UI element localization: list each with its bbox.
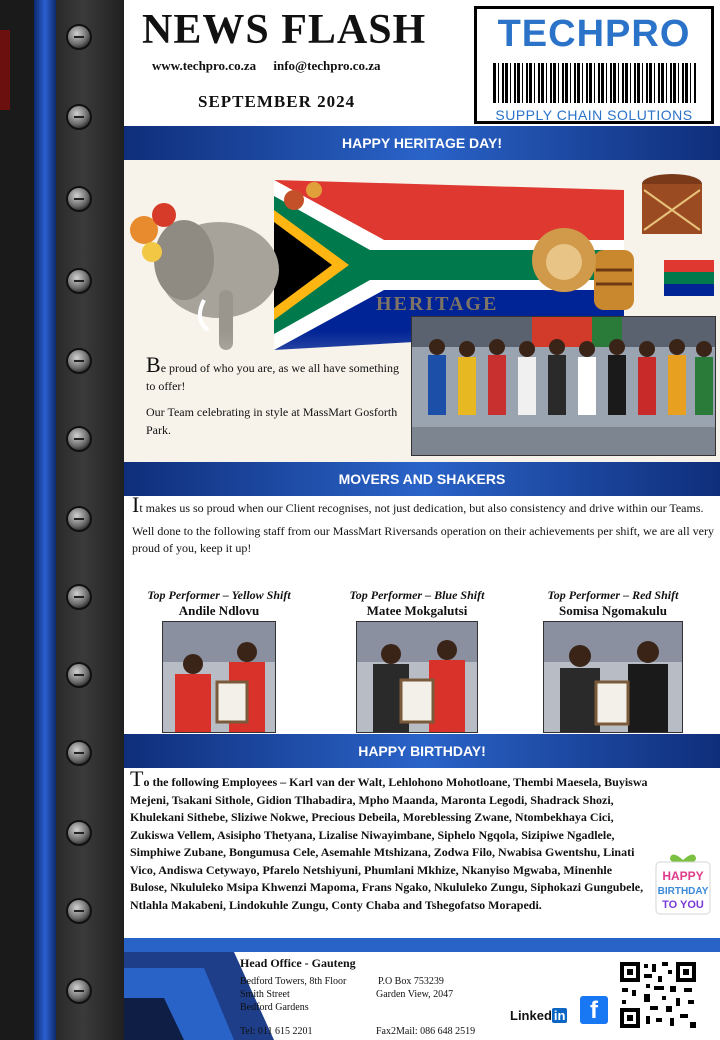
binder-spine: [0, 0, 124, 1040]
heritage-image-caption: HERITAGE: [376, 293, 499, 315]
binder-ring-icon: [66, 426, 92, 452]
movers-lead-text: t makes us so proud when our Client recognises, not just dedication, but also consistency and drive within our Teams.: [139, 501, 704, 515]
email-link[interactable]: info@techpro.co.za: [273, 58, 381, 73]
drop-cap: B: [146, 352, 161, 377]
issue-date: SEPTEMBER 2024: [198, 92, 356, 111]
performer-card: [322, 588, 512, 733]
birthday-gift-icon: [652, 850, 714, 916]
binder-ring-icon: [66, 820, 92, 846]
section-heading-movers: MOVERS AND SHAKERS: [124, 462, 720, 496]
website-link[interactable]: www.techpro.co.za: [152, 58, 257, 73]
drum-icon: [642, 174, 702, 234]
binder-ring-icon: [66, 24, 92, 50]
section-heading-heritage: HAPPY HERITAGE DAY!: [124, 126, 720, 160]
performer-photo: [356, 621, 478, 733]
heritage-text: [146, 352, 406, 439]
heritage-lead-text: e proud of who you are, as we all have something to offer!: [146, 361, 399, 393]
badge-line-1: HAPPY: [662, 869, 704, 883]
movers-lead: [132, 492, 714, 517]
logo-brand: TECHPRO: [497, 13, 691, 55]
drop-cap: I: [132, 492, 140, 517]
binder-ring-icon: [66, 348, 92, 374]
binder-ring-icon: [66, 506, 92, 532]
address-line: Bedford Towers, 8th Floor: [240, 976, 347, 987]
binder-ring-icon: [66, 268, 92, 294]
page-title: NEWS FLASH: [142, 7, 427, 53]
birthday-text: [130, 766, 650, 914]
heritage-caption: Our Team celebrating in style at MassMart Gosforth Park.: [146, 405, 398, 437]
performer-name: Somisa Ngomakulu: [559, 603, 667, 618]
address-line: Bedford Gardens: [240, 1002, 309, 1013]
newsletter-page: [124, 0, 720, 1040]
techpro-logo: [474, 6, 714, 124]
badge-line-2: BIRTHDAY: [657, 886, 709, 897]
performer-name: Andile Ndlovu: [178, 603, 260, 618]
fax: Fax2Mail: 086 648 2519: [376, 1026, 476, 1037]
performer-name: Matee Mokgalutsi: [366, 603, 468, 618]
linkedin-icon[interactable]: [510, 1008, 567, 1023]
movers-text: [132, 492, 714, 557]
performer-role: Top Performer – Red Shift: [547, 588, 679, 602]
address-line: Smith Street: [240, 989, 290, 1000]
binder-ring-icon: [66, 662, 92, 688]
telephone: Tel: 011 615 2201: [240, 1026, 313, 1037]
binder-ring-icon: [66, 740, 92, 766]
performer-card: [124, 588, 314, 733]
movers-para: Well done to the following staff from our MassMart Riversands operation on their achievements per shift, we are all very proud of you, keep it up!: [132, 524, 714, 555]
performer-photo: [543, 621, 683, 733]
drop-cap: T: [130, 766, 144, 791]
po-box-line: Garden View, 2047: [376, 989, 454, 1000]
section-heading-birthday: HAPPY BIRTHDAY!: [124, 734, 720, 768]
lion-icon: [532, 228, 596, 292]
binder-ring-icon: [66, 978, 92, 1004]
binder-ring-icon: [66, 898, 92, 924]
badge-line-3: TO YOU: [662, 899, 704, 911]
pot-icon: [594, 250, 634, 310]
contact-line: [152, 58, 381, 74]
po-box-line: P.O Box 753239: [378, 976, 444, 987]
linkedin-in: in: [553, 1008, 566, 1023]
binder-ring-icon: [66, 104, 92, 130]
performer-role: Top Performer – Yellow Shift: [147, 588, 291, 602]
performer-card: [518, 588, 708, 733]
performer-photo: [162, 621, 276, 733]
binder-blue-stripe: [34, 0, 56, 1040]
binder-ring-icon: [66, 584, 92, 610]
linkedin-label: Linked: [510, 1008, 552, 1023]
heritage-lead: [146, 352, 406, 395]
barcode-icon: [493, 63, 697, 103]
qr-code-icon[interactable]: [618, 960, 698, 1030]
team-celebration-photo: [411, 316, 716, 456]
birthday-names: o the following Employees – Karl van der Walt, Lehlohono Mohotloane, Thembi Maesela, Buyiswa Mejeni, Tsakani Sithole, Gidion Tlhabadira, Mpho Maanda, Maronta Legodi, Shadrack Shozi, Khulekani Sithebe, Sliziwe Nokwe, Precious Debeila, Moreblessing Zwane, Ntombekhaya Cici, Zukiswa Vellem, Asisipho Thetyana, Lizalise Niwayimbane, Siphelo Ngqola, Sizipiwe Ngadlele, Simphiwe Zubane, Bongumusa Cele, Asemahle Mtshizana, Zodwa Filo, Nwabisa Gwentshu, Linati Vico, Andiswa Cetywayo, Pfarelo Netshiyuni, Phumlani Mkhize, Nkanyiso Mgwaba, Minenhle Bulose, Nkululeko Msipa Khwenzi Mapoma, Frans Ngako, Nkululeko Zungu, Siphokazi Gungubele, Ntlahla Makabeni, Lindokuhle Zungu, Conty Chaba and Tshegofatso Morapedi.: [130, 775, 648, 912]
binder-ring-icon: [66, 186, 92, 212]
performer-role: Top Performer – Blue Shift: [349, 588, 485, 602]
binder-red-tab: [0, 30, 10, 110]
facebook-icon[interactable]: f: [580, 996, 608, 1024]
footer-title: Head Office - Gauteng: [240, 956, 356, 970]
heritage-section: [124, 160, 720, 462]
logo-tagline: SUPPLY CHAIN SOLUTIONS: [495, 107, 693, 123]
